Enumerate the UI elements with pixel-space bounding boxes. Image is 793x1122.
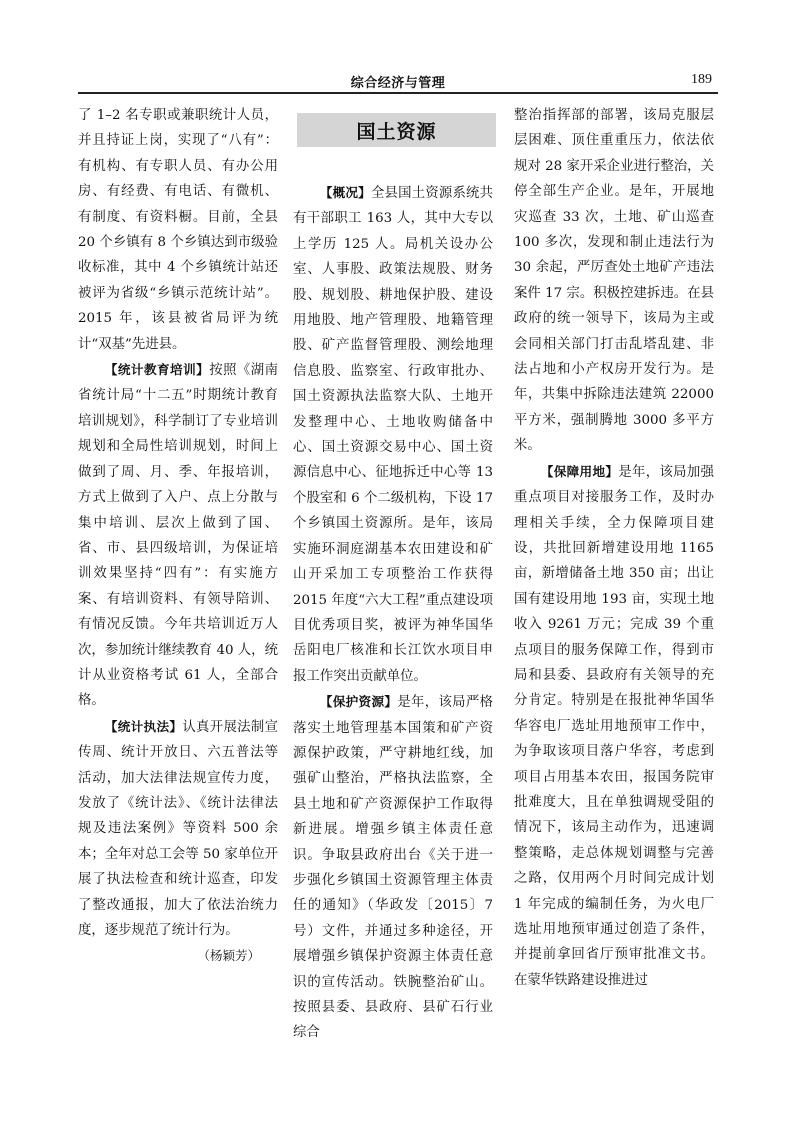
paragraph-stat-training	[78, 357, 278, 714]
paragraph-stat-law	[78, 714, 278, 944]
running-header	[78, 68, 718, 94]
heading-stat-training: 【统计教育培训】	[104, 362, 210, 378]
heading-stat-law: 【统计执法】	[104, 718, 183, 734]
text-stat-training: 按照《湖南省统计局“十二五”时期统计教育培训规划》，科学制订了专业培训规划和全局性培训规划，时间上做到了周、月、季、年报培训，方式上做到了入户、点上分散与集中培训、层次上做到了国、省、市、县四级培训，为保证培训效果坚持“四有”：有实施方案、有培训资料、有领导陪训、有情况反馈。今年共培训近万人次，参加统计继续教育 40 人，统计从业资格考试 61 人，全部合格。	[78, 363, 279, 709]
column-left	[78, 103, 278, 969]
section-title: 国土资源	[297, 113, 496, 147]
paragraph-overview	[293, 180, 493, 689]
header-rule	[78, 92, 718, 94]
paragraph-protect-resources	[293, 689, 493, 1046]
page-number: 189	[691, 72, 712, 87]
column-middle	[293, 180, 493, 1046]
column-right	[514, 103, 714, 993]
heading-land-supply: 【保障用地】	[540, 463, 619, 479]
text-protect-resources: 是年，该局严格落实土地管理基本国策和矿产资源保护政策，严守耕地红线，加强矿山整治，严格执法监察，全县土地和矿产资源保护工作取得新进展。增强乡镇主体责任意识。争取县政府出台《关于进一步强化乡镇国土资源管理主体责任的通知》（华政发〔2015〕7 号）文件，并通过多种途径，开展增强乡镇保护资源主体责任意识的宣传活动。铁腕整治矿山。按照县委、县政府、县矿石行业综合	[293, 695, 493, 1041]
text-land-supply: 是年，该局加强重点项目对接服务工作，及时办理相关手续，全力保障项目建设，共批回新增建设用地 1165 亩，新增储备土地 350 亩；出让国有建设用地 193 亩，实现土地收入 9261 万元；完成 39 个重点项目的服务保障工作，得到市局和县委、县政府有关领导的充分肯定。特别是在报批神华国华华容电厂选址用地预审工作中，为争取该项目落户华容，考虑到项目占用基本农田，报国务院审批难度大，且在单独调规受阻的情况下，该局主动作为，迅速调整策略，走总体规划调整与完善之路，仅用两个月时间完成计划 1 年完成的编制任务，为火电厂选址用地预审通过创造了条件，并提前拿回省厅预审批准文书。在蒙华铁路建设推进过	[514, 464, 714, 988]
author-credit: （杨颖芳）	[197, 948, 260, 964]
heading-overview: 【概况】	[319, 185, 371, 200]
text-stat-law: 认真开展法制宣传周、统计开放日、六五普法等活动，加大法律法规宣传力度，发放了《统计法》、《统计法律法规及违法案例》等资料 500 余本；全年对总工会等 50 家单位开展了执法检查和统计巡查，印发了整改通报，加大了依法治统力度，逐步规范了统计行为。	[78, 719, 278, 938]
text-overview: 全县国土资源系统共有干部职工 163 人，其中大专以上学历 125 人。局机关设办公室、人事股、政策法规股、财务股、规划股、耕地保护股、建设用地股、地产管理股、地籍管理股、矿产监督管理股、测绘地理信息股、监察室、行政审批办、国土资源执法监察大队、土地开发整理中心、土地收购储备中心、国土资源交易中心、国土资源信息中心、征地拆迁中心等 13 个股室和 6 个二级机构，下设 17 个乡镇国土资源所。是年，该局实施环洞庭湖基本农田建设和矿山开采加工专项整治工作获得 2015 年度“六大工程”重点建设项目优秀项目奖，被评为神华国华岳阳电厂核准和长江饮水项目申报工作突出贡献单位。	[293, 186, 494, 684]
header-title: 综合经济与管理	[350, 76, 446, 91]
paragraph-continued: 了 1–2 名专职或兼职统计人员，并且持证上岗，实现了“八有”：有机构、有专职人员、有办公用房、有经费、有电话、有微机、有制度、有资料橱。目前，全县 20 个乡镇有 8 个乡镇达到市级验收标准，其中 4 个乡镇统计站还被评为省级“乡镇示范统计站”。2015 年，该县被省局评为统计“双基”先进县。	[78, 108, 278, 352]
paragraph-land-supply	[514, 459, 714, 994]
heading-protect-resources: 【保护资源】	[319, 694, 398, 710]
paragraph-continued-right: 整治指挥部的部署，该局克服层层困难、顶住重重压力，依法依规对 28 家开采企业进行整治，关停全部生产企业。是年，开展地灾巡查 33 次，土地、矿山巡查 100 多次，发现和制止违法行为 30 余起，严厉查处土地矿产违法案件 17 宗。积极控建拆违。在县政府的统一领导下，该局为主或会同相关部门打击乱塔乱建、非法占地和小产权房开发行为。是年，共集中拆除违法建筑 22000 平方米，强制腾地 3000 多平方米。	[514, 108, 714, 454]
